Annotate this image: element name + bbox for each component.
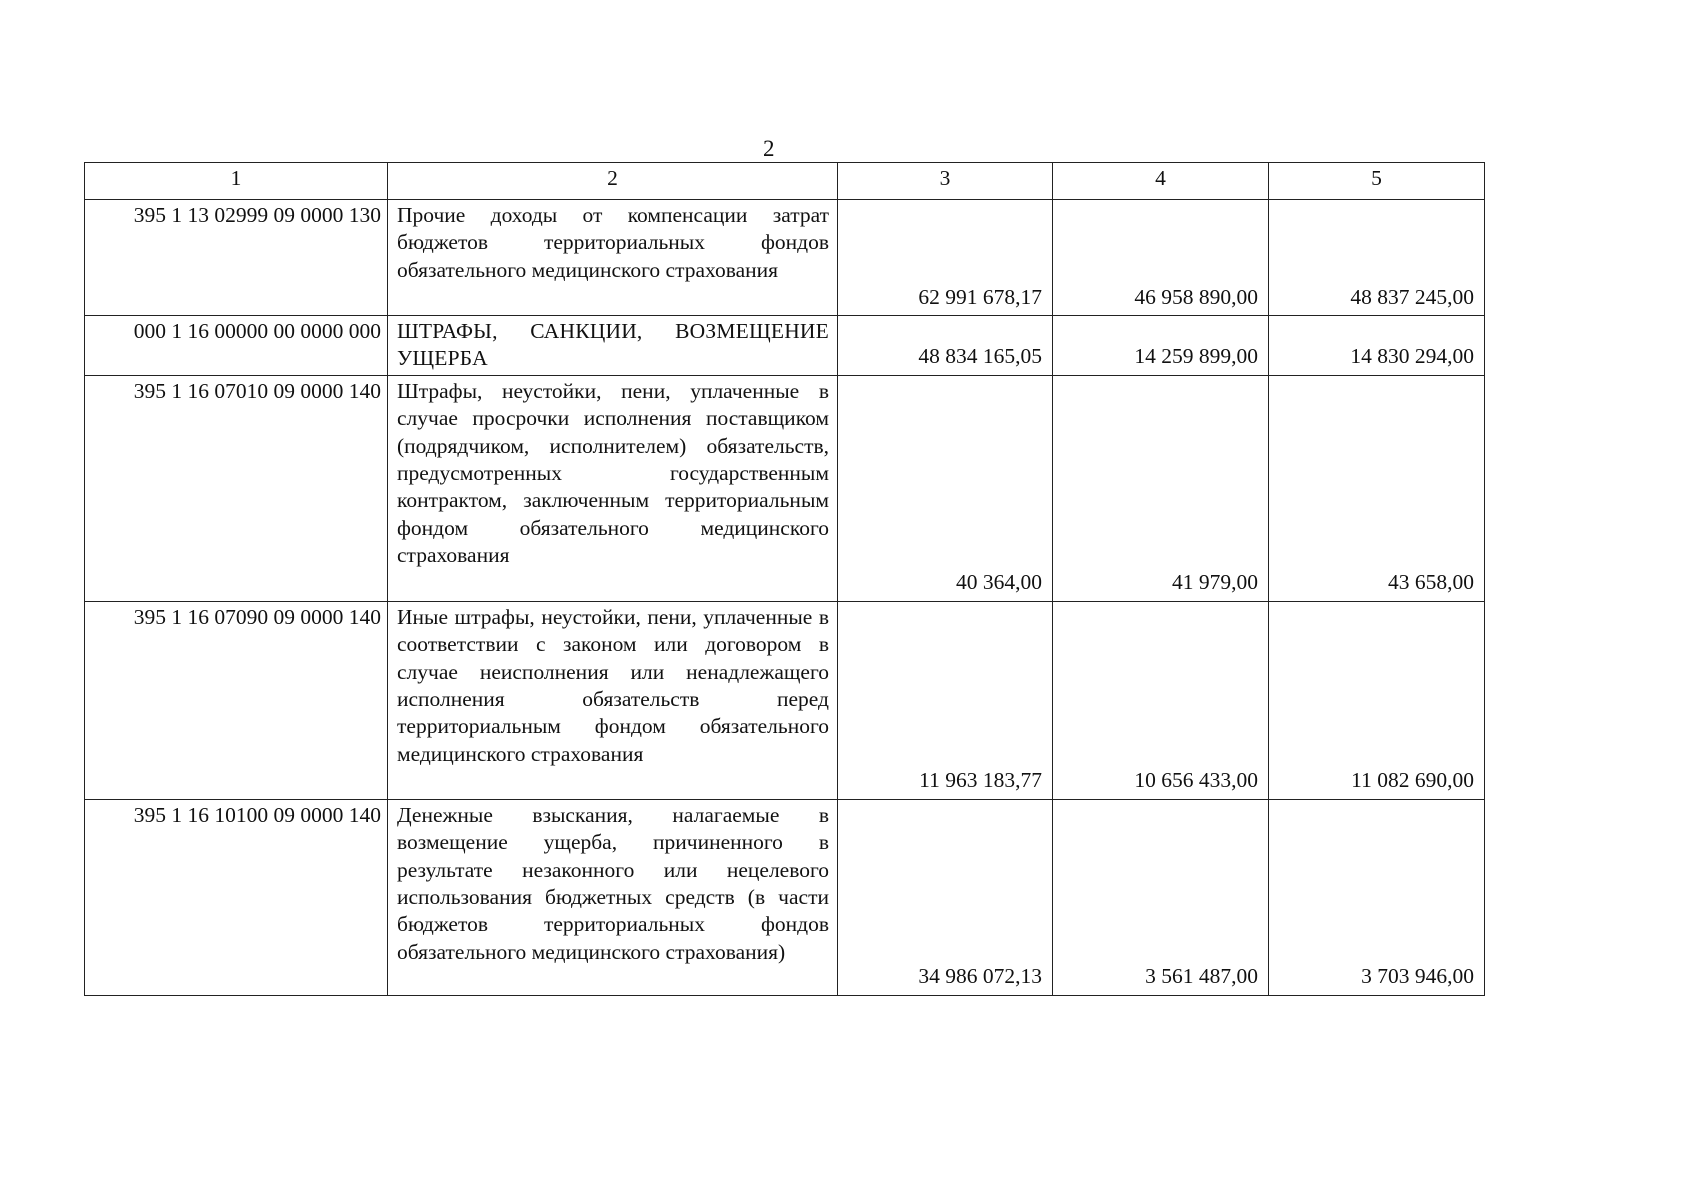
amount-col5-cell: 14 830 294,00 — [1269, 316, 1485, 376]
column-header-4: 4 — [1053, 163, 1269, 200]
amount-col5-cell: 43 658,00 — [1269, 375, 1485, 601]
revenue-name-cell: Прочие доходы от компенсации затрат бюджетов территориальных фондов обязательного медицинского страхования — [388, 200, 838, 316]
amount-col3-cell: 62 991 678,17 — [838, 200, 1053, 316]
amount-col4-cell: 3 561 487,00 — [1053, 799, 1269, 995]
budget-code-cell: 395 1 16 07090 09 0000 140 — [85, 601, 388, 799]
amount-col3-cell: 40 364,00 — [838, 375, 1053, 601]
amount-col3-cell: 48 834 165,05 — [838, 316, 1053, 376]
revenue-name-cell: ШТРАФЫ, САНКЦИИ, ВОЗМЕЩЕНИЕ УЩЕРБА — [388, 316, 838, 376]
amount-col4-cell: 14 259 899,00 — [1053, 316, 1269, 376]
amount-col4-cell: 10 656 433,00 — [1053, 601, 1269, 799]
table-row — [85, 375, 1485, 601]
budget-code-cell: 395 1 16 07010 09 0000 140 — [85, 375, 388, 601]
table-row — [85, 316, 1485, 376]
amount-col4-cell: 46 958 890,00 — [1053, 200, 1269, 316]
column-header-5: 5 — [1269, 163, 1485, 200]
amount-col5-cell: 48 837 245,00 — [1269, 200, 1485, 316]
revenue-table — [84, 162, 1485, 996]
table-row — [85, 799, 1485, 995]
column-header-1: 1 — [85, 163, 388, 200]
amount-col3-cell: 34 986 072,13 — [838, 799, 1053, 995]
amount-col5-cell: 11 082 690,00 — [1269, 601, 1485, 799]
amount-col5-cell: 3 703 946,00 — [1269, 799, 1485, 995]
budget-code-cell: 395 1 16 10100 09 0000 140 — [85, 799, 388, 995]
budget-code-cell: 000 1 16 00000 00 0000 000 — [85, 316, 388, 376]
revenue-name-cell: Денежные взыскания, налагаемые в возмещение ущерба, причиненного в результате незаконного или нецелевого использования бюджетных средств (в части бюджетов территориальных фондов обязательного медицинского страхования) — [388, 799, 838, 995]
table-row — [85, 200, 1485, 316]
amount-col3-cell: 11 963 183,77 — [838, 601, 1053, 799]
table-header-row — [85, 163, 1485, 200]
revenue-name-cell: Штрафы, неустойки, пени, уплаченные в случае просрочки исполнения поставщиком (подрядчиком, исполнителем) обязательств, предусмотренных государственным контрактом, заключенным территориальным фондом обязательного медицинского страхования — [388, 375, 838, 601]
revenue-name-cell: Иные штрафы, неустойки, пени, уплаченные в соответствии с законом или договором в случае неисполнения или ненадлежащего исполнения обязательств перед территориальным фондом обязательного медицинского страхования — [388, 601, 838, 799]
column-header-2: 2 — [388, 163, 838, 200]
table-row — [85, 601, 1485, 799]
amount-col4-cell: 41 979,00 — [1053, 375, 1269, 601]
budget-code-cell: 395 1 13 02999 09 0000 130 — [85, 200, 388, 316]
column-header-3: 3 — [838, 163, 1053, 200]
page-number: 2 — [763, 136, 775, 161]
